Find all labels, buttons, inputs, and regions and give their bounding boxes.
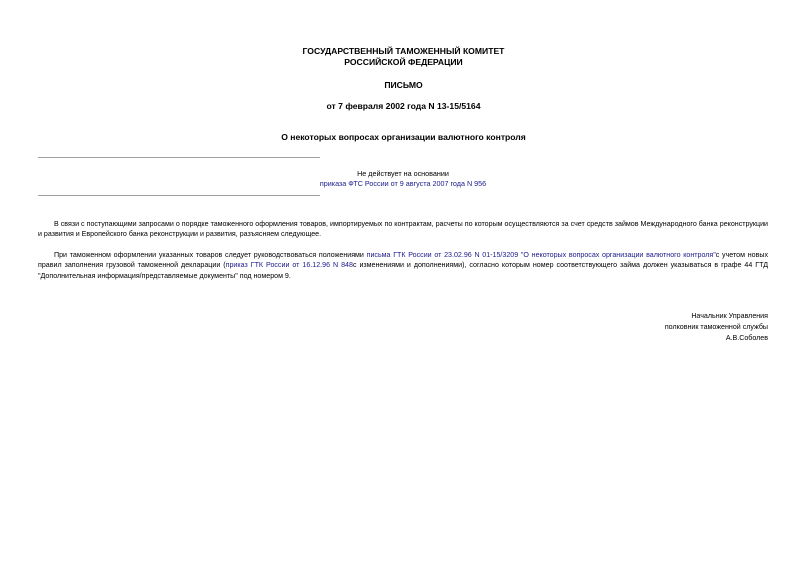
paragraph-2: [38, 250, 768, 281]
signature-block: [665, 311, 768, 344]
org-name-line1: ГОСУДАРСТВЕННЫЙ ТАМОЖЕННЫЙ КОМИТЕТ: [302, 46, 505, 56]
signature-position: Начальник Управления: [691, 312, 768, 320]
bottom-divider: [38, 195, 320, 196]
paragraph-2-text-a: При таможенном оформлении указанных товаров следует руководствоваться положениями: [54, 251, 367, 259]
status-link[interactable]: приказа ФТС России от 9 августа 2007 года N 956: [319, 179, 487, 188]
org-name: [0, 46, 807, 68]
org-name-line2: РОССИЙСКОЙ ФЕДЕРАЦИИ: [344, 57, 463, 67]
order-link[interactable]: приказ ГТК России от 16.12.96 N 848: [225, 261, 353, 270]
signature-name: А.В.Соболев: [725, 334, 768, 342]
doc-date-number: от 7 февраля 2002 года N 13-15/5164: [326, 101, 481, 111]
paragraph-1: В связи с поступающими запросами о порядке таможенного оформления товаров, импортируемых по контрактам, расчеты по которым осуществляются за счет средств займов Международного банка реконструкции и развития и Европейского банка реконструкции и развития, разъясняем следующее.: [38, 220, 768, 239]
signature-rank: полковник таможенной службы: [664, 323, 768, 331]
paragraph-2-text-b: с учетом новых правил заполнения грузовой таможенной декларации (: [38, 251, 768, 270]
letter-link[interactable]: письма ГТК России от 23.02.96 N 01-15/3209 "О некоторых вопросах организации валютного контроля": [366, 251, 716, 259]
doc-title: О некоторых вопросах организации валютного контроля: [281, 132, 526, 142]
status-text: Не действует на основании: [357, 169, 449, 178]
doc-type: ПИСЬМО: [384, 80, 423, 90]
top-divider: [38, 157, 320, 158]
paragraph-2-text-c: с изменениями и дополнениями), согласно которым номер соответствующего займа должен указываться в графе 44 ГТД "Дополнительная информация/представляемые документы" под номером 9.: [38, 261, 769, 280]
status-block: [258, 169, 548, 189]
